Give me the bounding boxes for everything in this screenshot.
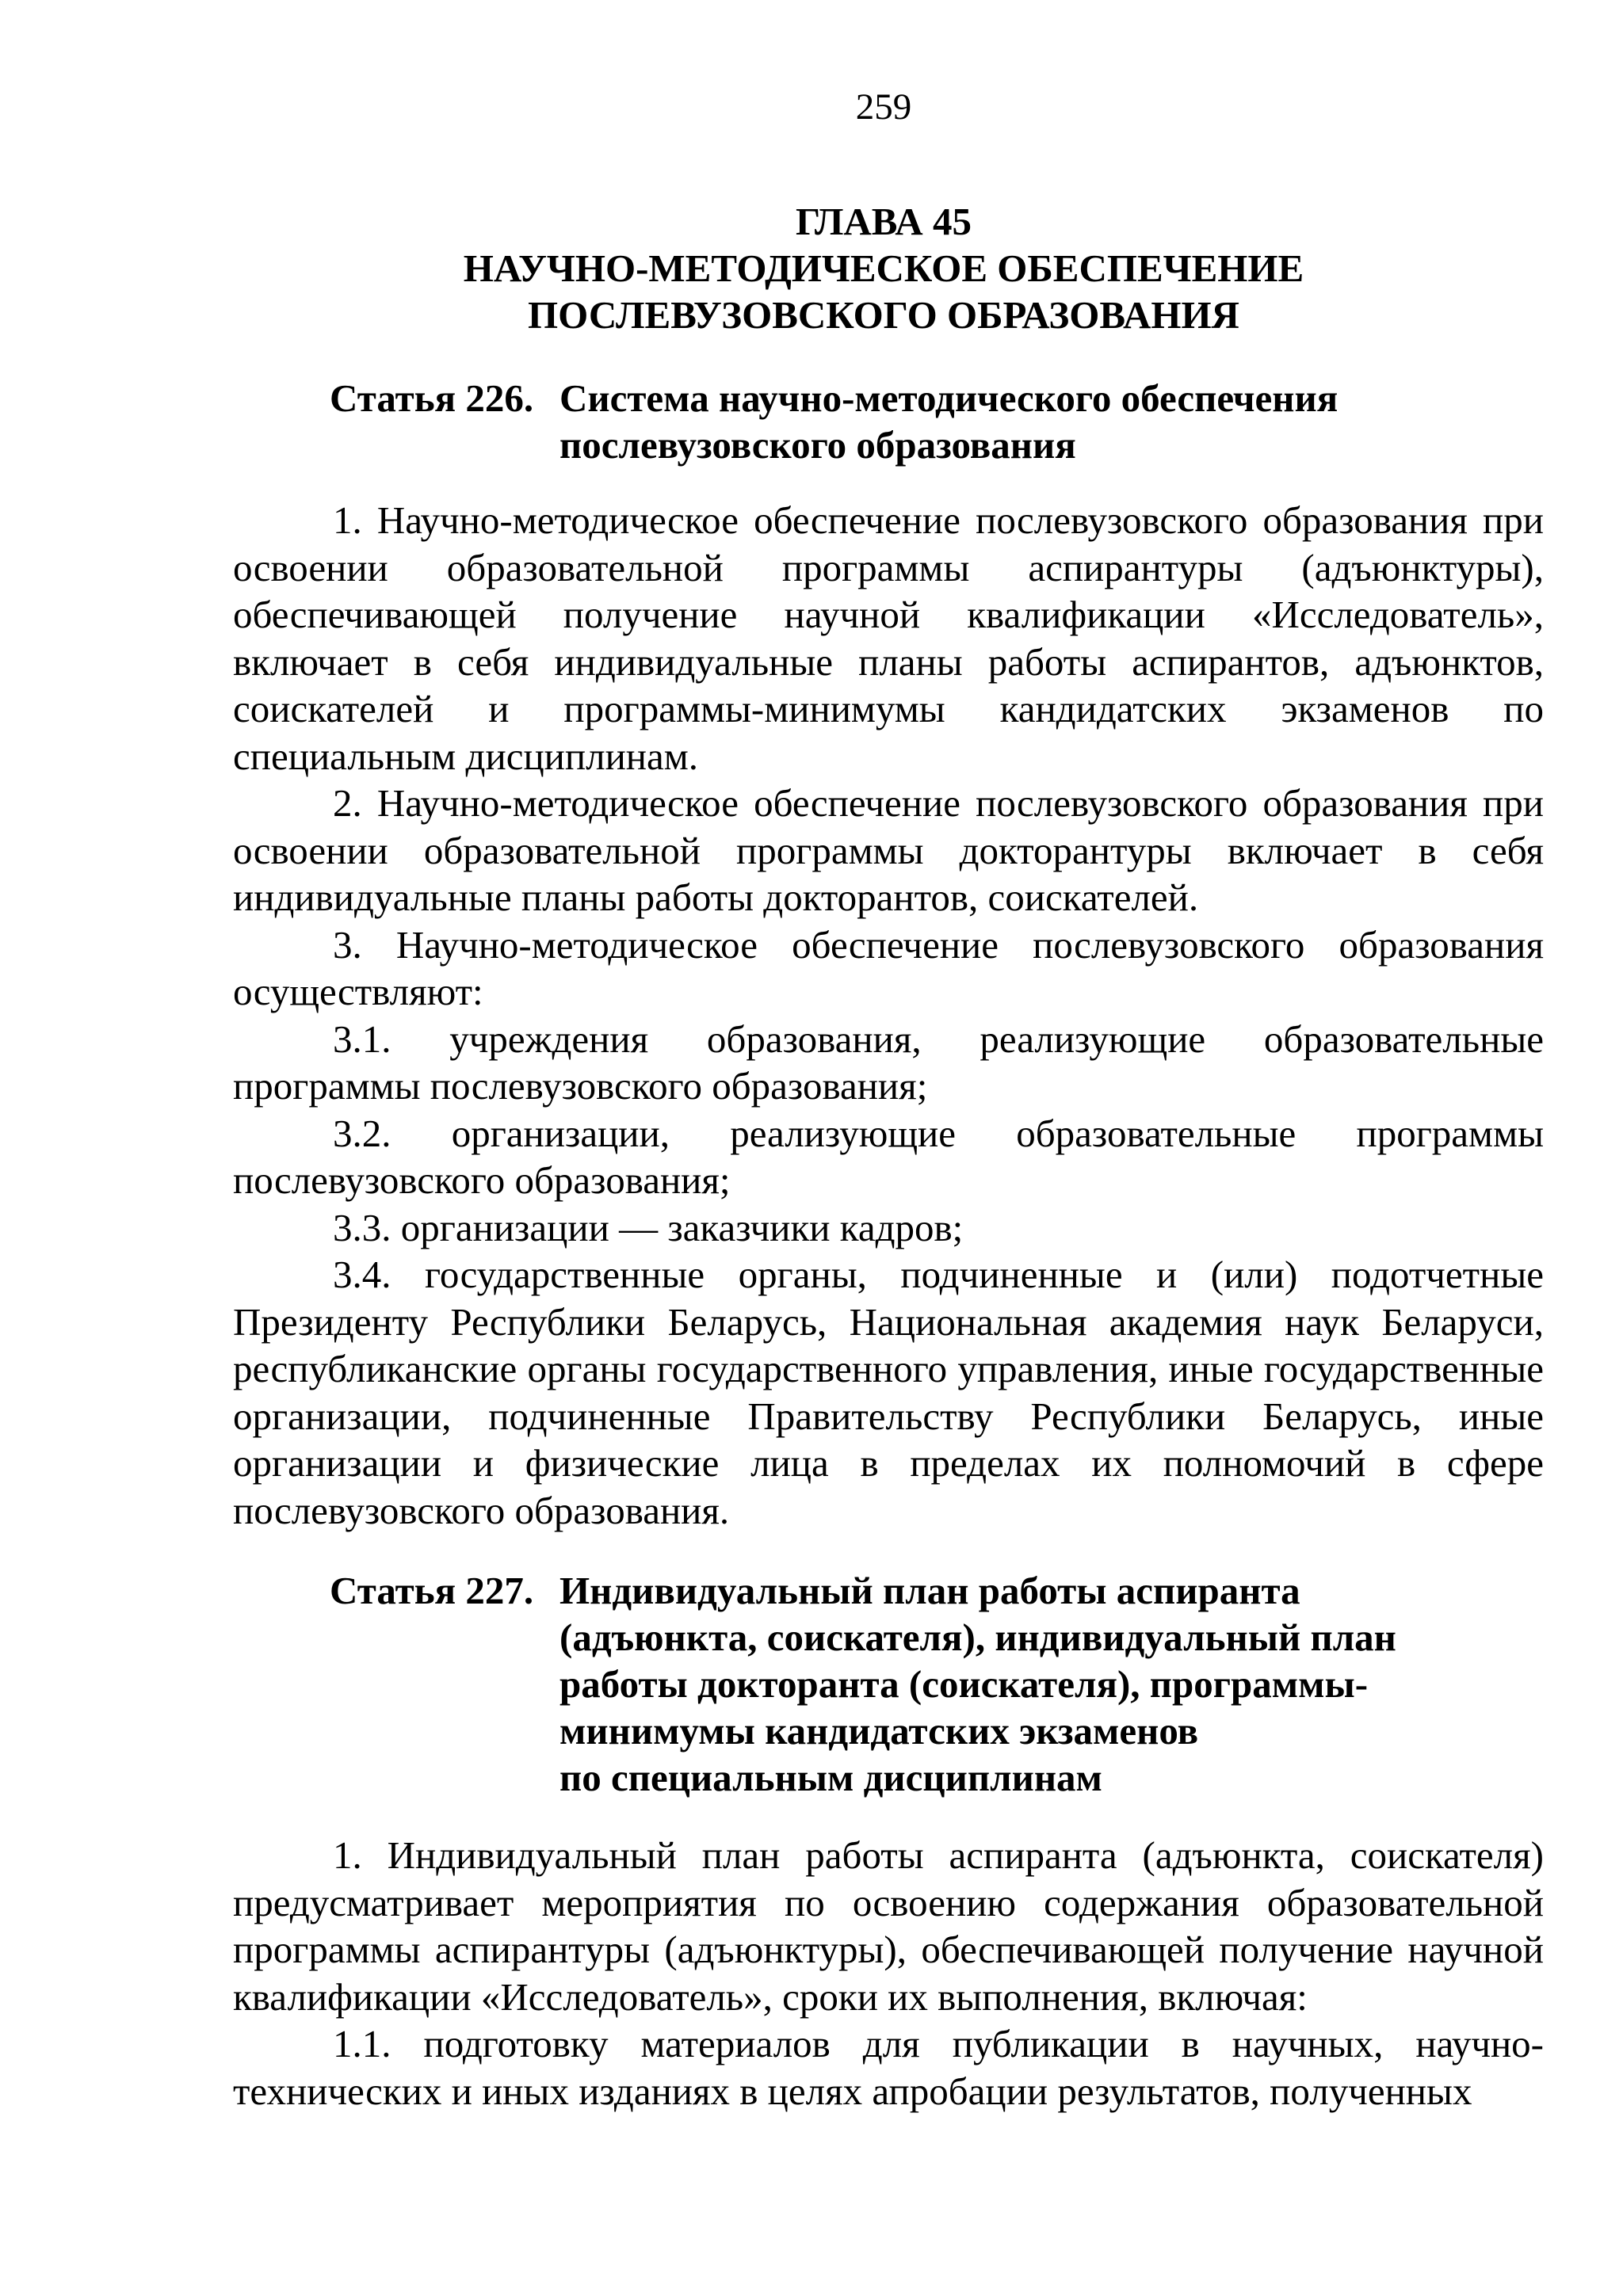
article-226-heading [330,375,1338,468]
paragraph-2: 2. Научно-методическое обеспечение послевузовского образования при освоении образовательной программы докторантуры включает в себя индивидуальные планы работы докторантов, соискателей. [233,781,1544,919]
chapter-heading [0,198,1623,338]
article-226-number: Статья 226. [330,376,534,420]
article-227-title-line: Индивидуальный план работы аспиранта [559,1569,1300,1612]
article-227-title-line: по специальным дисциплинам [559,1756,1102,1799]
paragraph-3-3: 3.3. организации — заказчики кадров; [333,1205,964,1249]
article-226-title [559,375,1338,468]
chapter-number: ГЛАВА 45 [796,200,972,243]
article-227-title [559,1567,1396,1801]
paragraph-3-1: 3.1. учреждения образования, реализующие образовательные программы послевузовского образования; [233,1016,1544,1108]
article-226-title-line: Система научно-методического обеспечения [559,376,1338,420]
article-226-body [233,497,1544,1534]
article-227-title-line: (адъюнкта, соискателя), индивидуальный план [559,1615,1396,1659]
article-227-number: Статья 227. [330,1569,534,1612]
article-227-title-line: работы докторанта (соискателя), программы- [559,1662,1369,1706]
page-number: 259 [855,86,912,128]
paragraph-3-2: 3.2. организации, реализующие образовательные программы послевузовского образования; [233,1111,1544,1202]
paragraph-3: 3. Научно-методическое обеспечение послевузовского образования осуществляют: [233,922,1544,1013]
chapter-title-line-1: НАУЧНО-МЕТОДИЧЕСКОЕ ОБЕСПЕЧЕНИЕ [463,246,1304,290]
paragraph-1-1: 1.1. подготовку материалов для публикации в научных, научно-технических и иных изданиях в целях апробации результатов, полученных [233,2022,1544,2113]
paragraph-3-4: 3.4. государственные органы, подчиненные и (или) подотчетные Президенту Республики Беларусь, Национальная академия наук Беларуси, республиканские органы государственного управления, иные государственные организации, подчиненные Правительству Республики Беларусь, иные организации и физические лица в пределах их полномочий в сфере послевузовского образования. [233,1253,1544,1532]
article-227-heading [330,1567,1396,1801]
article-227-title-line: минимумы кандидатских экзаменов [559,1709,1199,1753]
article-226-title-line: послевузовского образования [559,423,1076,467]
article-227-body [233,1832,1544,2115]
paragraph-1: 1. Индивидуальный план работы аспиранта (адъюнкта, соискателя) предусматривает мероприятия по освоению содержания образовательной программы аспирантуры (адъюнктуры), обеспечивающей получение научной квалификации «Исследователь», сроки их выполнения, включая: [233,1833,1544,2019]
chapter-title-line-2: ПОСЛЕВУЗОВСКОГО ОБРАЗОВАНИЯ [528,293,1239,337]
paragraph-1: 1. Научно-методическое обеспечение послевузовского образования при освоении образовательной программы аспирантуры (адъюнктуры), обеспечивающей получение научной квалификации «Исследователь», включает в себя индивидуальные планы работы аспирантов, адъюнктов, соискателей и программы-минимумы кандидатских экзаменов по специальным дисциплинам. [233,498,1544,778]
